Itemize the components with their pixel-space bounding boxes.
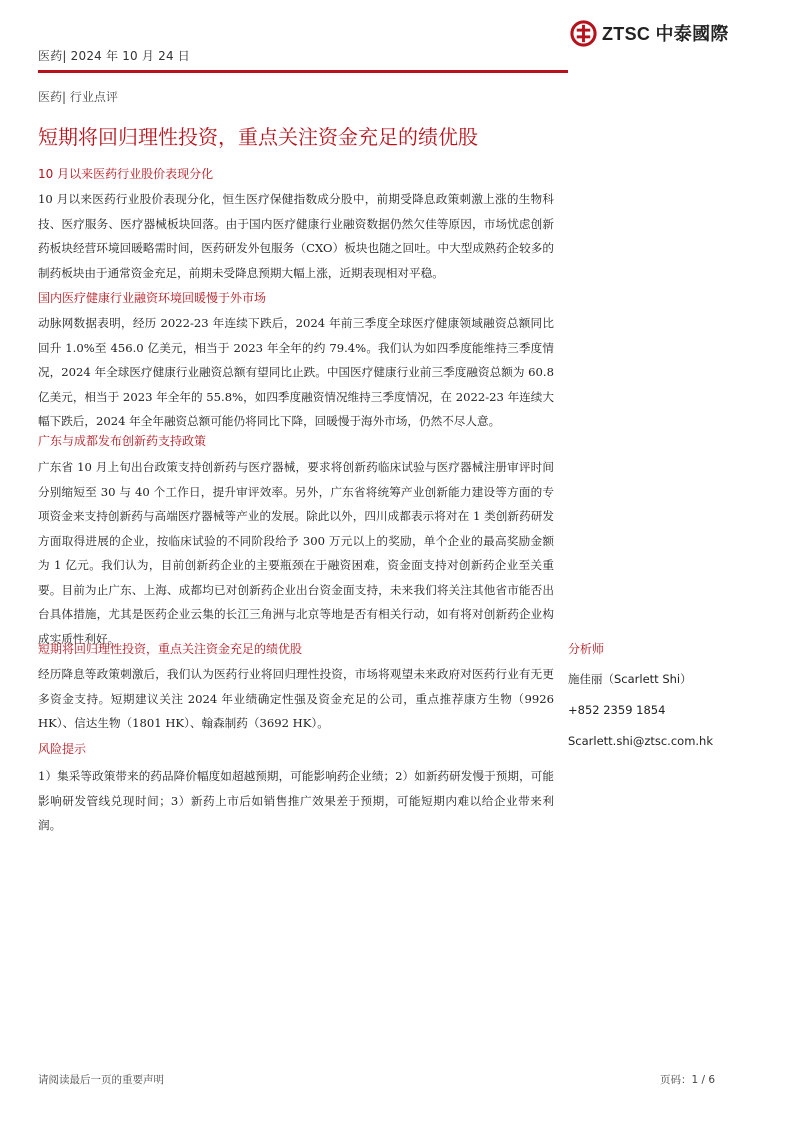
header-divider xyxy=(38,70,568,73)
section-body-4: 经历降息等政策刺激后，我们认为医药行业将回归理性投资，市场将观望未来政府对医药行业有无更多资金支持。短期建议关注 2024 年业绩确定性强及资金充足的公司，重点推荐康方生物（9926 HK）、信达生物（1801 HK）、翰森制药（3692 HK）。 xyxy=(38,667,554,730)
logo-text: ZTSC 中泰國際 xyxy=(602,24,729,44)
section-body-5: 1）集采等政策带来的药品降价幅度如超越预期，可能影响药企业绩；2）如新药研发慢于预期，可能影响研发管线兑现时间；3）新药上市后如销售推广效果差于预期，可能短期内难以给企业带来利润。 xyxy=(38,769,554,832)
page-number: 页码：1 / 6 xyxy=(660,1074,716,1086)
section-body-3: 广东省 10 月上旬出台政策支持创新药与医疗器械，要求将创新药临床试验与医疗器械注册审评时间分别缩短至 30 与 40 个工作日，提升审评效率。另外，广东省将统筹产业创新能力建设等方面的专项资金来支持创新药与高端医疗器械等产业的发展。除此以外，四川成都表示将对在 1 类创新药研发方面取得进展的企业，按临床试验的不同阶段给予 300 万元以上的奖励，单个企业的最高奖励金额为 1 亿元。我们认为，目前创新药企业的主要瓶颈在于融资困难，资金面支持对创新药企业至关重要。目前为止广东、上海、成都均已对创新药企业出台资金面支持，未来我们将关注其他省市能否出台具体措施，尤其是医药企业云集的长江三角洲与北京等地是否有相关行动，如有将对创新药企业构成实质性利好。 xyxy=(38,460,554,646)
header-date-line: 医药| 2024 年 10 月 24 日 xyxy=(38,49,191,63)
analyst-email[interactable]: Scarlett.shi@ztsc.com.hk xyxy=(568,734,713,748)
section-heading-1: 10 月以来医药行业股价表现分化 xyxy=(38,167,214,181)
report-category: 医药| 行业点评 xyxy=(38,90,118,104)
page-title: 短期将回归理性投资，重点关注资金充足的绩优股 xyxy=(38,125,478,149)
section-body-2: 动脉网数据表明，经历 2022-23 年连续下跌后，2024 年前三季度全球医疗健康领域融资总额同比回升 1.0%至 456.0 亿美元，相当于 2023 年全年的约 79.4%。我们认为如四季度能维持三季度情况，2024 年全球医疗健康行业融资总额有望同比止跌。中国医疗健康行业前三季度融资总额为 60.8 亿美元，相当于 2023 年全年的 55.8%，如四季度融资情况维持三季度情况，在 2022-23 年连续大幅下跌后，2024 年全年融资总额可能仍将同比下降，回暖慢于海外市场，仍然不尽人意。 xyxy=(38,316,554,428)
section-heading-2: 国内医疗健康行业融资环境回暖慢于外市场 xyxy=(38,291,267,305)
section-heading-4: 短期将回归理性投资，重点关注资金充足的绩优股 xyxy=(38,642,303,656)
ztsc-logo-icon xyxy=(570,20,597,47)
footer-disclaimer: 请阅读最后一页的重要声明 xyxy=(38,1074,164,1086)
analyst-name: 施佳丽（Scarlett Shi） xyxy=(568,672,692,686)
section-body-1: 10 月以来医药行业股价表现分化，恒生医疗保健指数成分股中，前期受降息政策刺激上涨的生物科技、医疗服务、医疗器械板块回落。由于国内医疗健康行业融资数据仍然欠佳等原因，市场忧虑创新药板块经营环境回暖略需时间，医药研发外包服务（CXO）板块也随之回吐。中大型成熟药企较多的制药板块由于通常资金充足，前期未受降息预期大幅上涨，近期表现相对平稳。 xyxy=(38,192,554,280)
section-heading-5: 风险提示 xyxy=(38,742,87,756)
section-heading-3: 广东与成都发布创新药支持政策 xyxy=(38,434,207,448)
analyst-label: 分析师 xyxy=(568,642,605,656)
analyst-phone: +852 2359 1854 xyxy=(568,703,666,717)
company-logo xyxy=(570,18,740,48)
